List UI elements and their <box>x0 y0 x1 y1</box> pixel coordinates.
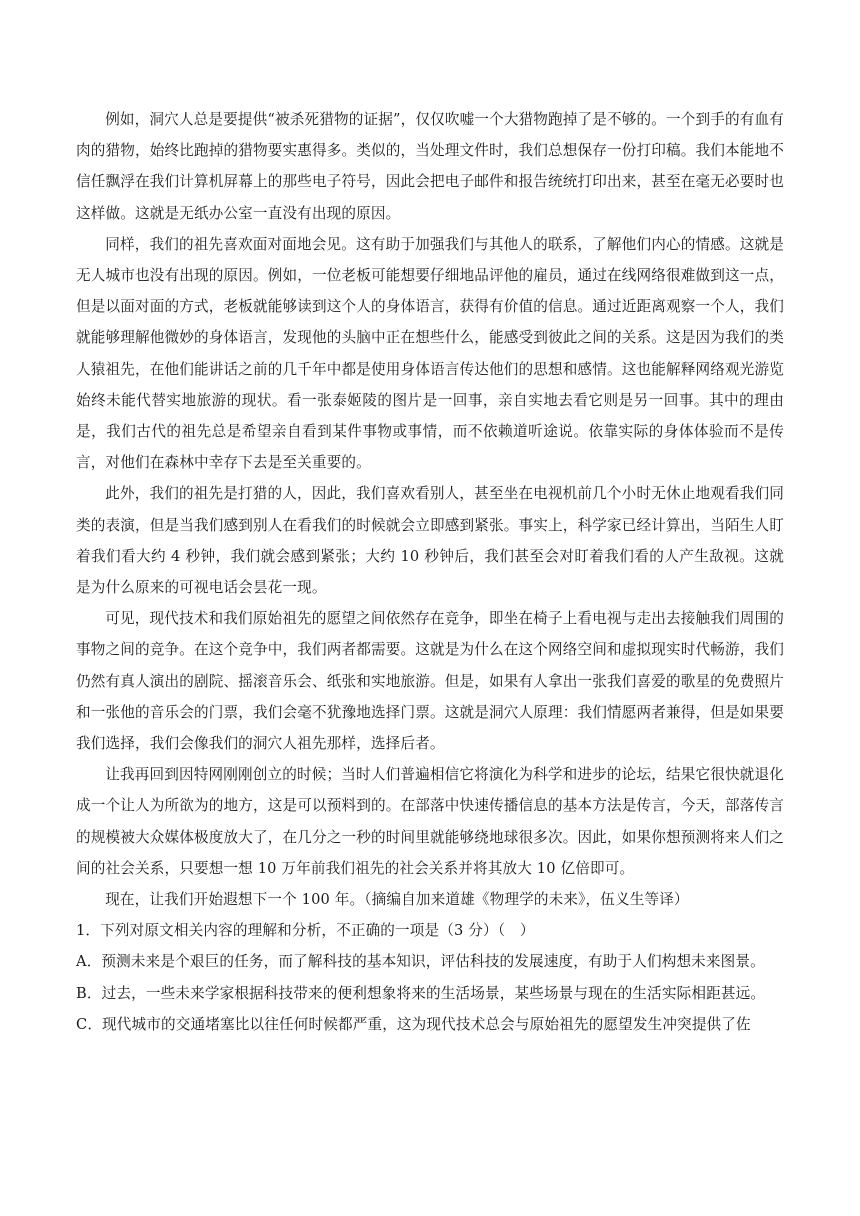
paragraph-4: 可见，现代技术和我们原始祖先的愿望之间依然存在竞争，即坐在椅子上看电视与走出去接触我们周围的事物之间的竞争。在这个竞争中，我们两者都需要。这就是为什么在这个网络空间和虚拟现实时代畅游，我们仍然有真人演出的剧院、摇滚音乐会、纸张和实地旅游。但是，如果有人拿出一张我们喜爱的歌星的免费照片和一张他的音乐会的门票，我们会毫不犹豫地选择门票。这就是洞穴人原理：我们情愿两者兼得，但是如果要我们选择，我们会像我们的洞穴人祖先那样，选择后者。 <box>76 610 784 753</box>
option-c: C．现代城市的交通堵塞比以往任何时候都严重，这为现代技术总会与原始祖先的愿望发生冲突提供了佐 <box>76 1015 751 1033</box>
paragraph-3: 此外，我们的祖先是打猎的人，因此，我们喜欢看别人，甚至坐在电视机前几个小时无休止地观看我们同类的表演，但是当我们感到别人在看我们的时候就会立即感到紧张。事实上，科学家已经计算出，当陌生人盯着我们看大约 4 秒钟，我们就会感到紧张；大约 10 秒钟后，我们甚至会对盯着我们看的人产生敌视。这就是为什么原来的可视电话会昙花一现。 <box>76 485 784 597</box>
paragraph-5: 让我再回到因特网刚刚创立的时候；当时人们普遍相信它将演化为科学和进步的论坛，结果它很快就退化成一个让人为所欲为的地方，这是可以预料到的。在部落中快速传播信息的基本方法是传言，今天，部落传言的规模被大众媒体极度放大了，在几分之一秒的时间里就能够绕地球很多次。因此，如果你想预测将来人们之间的社会关系，只要想一想 10 万年前我们祖先的社会关系并将其放大 10 亿倍即可。 <box>76 766 784 877</box>
document-page <box>76 104 784 1040</box>
question-stem: 1．下列对原文相关内容的理解和分析，不正确的一项是（3 分）（ ） <box>76 922 535 940</box>
paragraph-2: 同样，我们的祖先喜欢面对面地会见。这有助于加强我们与其他人的联系，了解他们内心的情感。这就是无人城市也没有出现的原因。例如，一位老板可能想要仔细地品评他的雇员，通过在线网络很难做到这一点，但是以面对面的方式，老板就能够读到这个人的身体语言，获得有价值的信息。通过近距离观察一个人，我们就能够理解他微妙的身体语言，发现他的头脑中正在想些什么，能感受到彼此之间的关系。这是因为我们的类人猿祖先，在他们能讲话之前的几千年中都是使用身体语言传达他们的思想和感情。这也能解释网络观光游览始终未能代替实地旅游的现状。看一张泰姬陵的图片是一回事，亲自实地去看它则是另一回事。其中的理由是，我们古代的祖先总是希望亲自看到某件事物或事情，而不依赖道听途说。依靠实际的身体体验而不是传言，对他们在森林中幸存下去是至关重要的。 <box>76 235 784 472</box>
option-b: B．过去，一些未来学家根据科技带来的便利想象将来的生活场景，某些场景与现在的生活实际相距甚远。 <box>76 984 766 1002</box>
option-a: A．预测未来是个艰巨的任务，而了解科技的基本知识，评估科技的发展速度，有助于人们构想未来图景。 <box>76 953 765 971</box>
closing-line: 现在，让我们开始遐想下一个 100 年。（摘编自加来道雄《物理学的未来》，伍义生等译） <box>105 891 689 909</box>
paragraph-1: 例如，洞穴人总是要提供“被杀死猎物的证据”，仅仅吹嘘一个大猎物跑掉了是不够的。一个到手的有血有肉的猎物，始终比跑掉的猎物要实惠得多。类似的，当处理文件时，我们总想保存一份打印稿。我们本能地不信任飘浮在我们计算机屏幕上的那些电子符号，因此会把电子邮件和报告统统打印出来，甚至在毫无必要时也这样做。这就是无纸办公室一直没有出现的原因。 <box>76 111 784 222</box>
